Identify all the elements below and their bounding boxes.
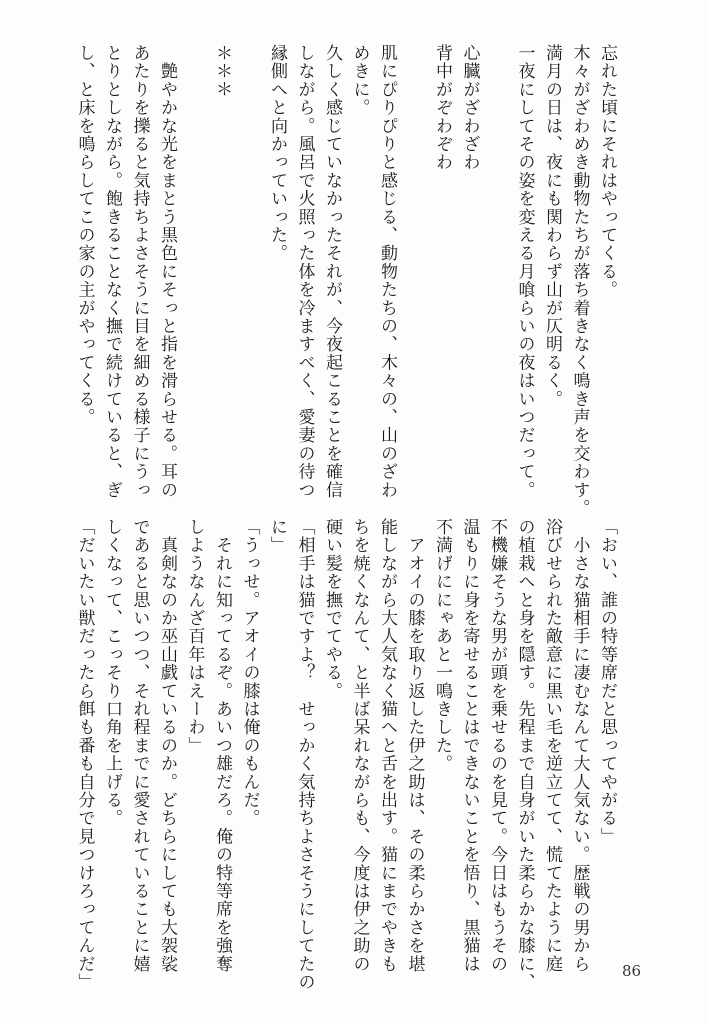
text-line: しようなんざ百年はえーわ」 bbox=[184, 518, 205, 755]
text-line: 満月の日は、夜にも関わらず山が仄明るく。 bbox=[542, 44, 562, 408]
text-line: 真剣なのか巫山戯ているのか。どちらにしても大袈裟 bbox=[157, 518, 177, 973]
text-line: ちを焼くなんて、と半ば呆れながらも、今度は伊之助の bbox=[349, 518, 370, 973]
text-line: とりとしながら。飽きることなく撫で続けていると、ぎ bbox=[102, 44, 122, 499]
text-line: 肌にぴりぴりと感じる、動物たちの、木々の、山のざわ bbox=[377, 44, 397, 499]
scene-break: ＊＊＊ bbox=[212, 44, 232, 99]
text-line: あたりを擽ると気持ちよさそうに目を細める様子にうっ bbox=[129, 44, 150, 499]
text-line: に」 bbox=[267, 518, 287, 555]
text-line: 木々がざわめき動物たちが落ち着きなく鳴き声を交わす。 bbox=[569, 44, 590, 518]
text-line: 能しながら大人気なく猫へと舌を出す。猫にまでやきも bbox=[377, 518, 397, 973]
text-line: めきに。 bbox=[349, 44, 370, 117]
text-line: 一夜にしてその姿を変える月喰らいの夜はいつだって。 bbox=[514, 44, 535, 499]
text-line: の植栽へと身を隠す。先程まで自身がいた柔らかな膝に、 bbox=[514, 518, 535, 992]
text-line: 小さな猫相手に凄むなんて大人気ない。歴戦の男から bbox=[569, 518, 590, 973]
text-line: 艶やかな光をまとう黒色にそっと指を滑らせる。耳の bbox=[157, 44, 177, 499]
text-line: 背中がぞわぞわ bbox=[432, 44, 452, 172]
text-line: アオイの膝を取り返した伊之助は、その柔らかさを堪 bbox=[404, 518, 425, 973]
text-line: 温もりに身を寄せることはできないことを悟り、黒猫は bbox=[459, 518, 480, 973]
text-line: 忘れた頃にそれはやってくる。 bbox=[597, 44, 617, 299]
text-line: 「相手は猫ですよ？ せっかく気持ちよさそうにしてたの bbox=[294, 518, 315, 992]
page-number: 86 bbox=[622, 962, 642, 980]
text-line: しくなって、こっそり口角を上げる。 bbox=[102, 518, 122, 828]
text-line: であると思いつつ、それ程までに愛されていることに嬉 bbox=[129, 518, 150, 973]
text-line: 不満げににゃあと一鳴きした。 bbox=[432, 518, 452, 773]
text-line: 硬い髪を撫でてやる。 bbox=[322, 518, 342, 700]
text-line: 浴びせられた敵意に黒い毛を逆立てて、慌てたように庭 bbox=[542, 518, 562, 973]
text-line: 「おい、誰の特等席だと思ってやがる」 bbox=[597, 518, 617, 846]
text-line: 久しく感じていなかったそれが、今夜起こることを確信 bbox=[322, 44, 342, 499]
text-line: 縁側へと向かっていった。 bbox=[267, 44, 287, 263]
text-line: し、と床を鳴らしてこの家の主がやってくる。 bbox=[74, 44, 95, 427]
upper-text-block bbox=[70, 44, 620, 518]
text-line: 「だいたい獣だったら餌も番も自分で見つけろってんだ」 bbox=[74, 518, 95, 992]
text-line: しながら。風呂で火照った体を冷ますべく、愛妻の待つ bbox=[294, 44, 315, 499]
text-line: 心臓がざわざわ bbox=[459, 44, 480, 172]
text-line: それに知ってるぞ。あいつ雄だろ。俺の特等席を強奪 bbox=[212, 518, 232, 973]
text-line: 「うっせ。アオイの膝は俺のもんだ。 bbox=[239, 518, 260, 828]
lower-text-block bbox=[70, 518, 620, 992]
text-line: 不機嫌そうな男が頭を乗せるのを見て。今日はもうその bbox=[487, 518, 507, 973]
